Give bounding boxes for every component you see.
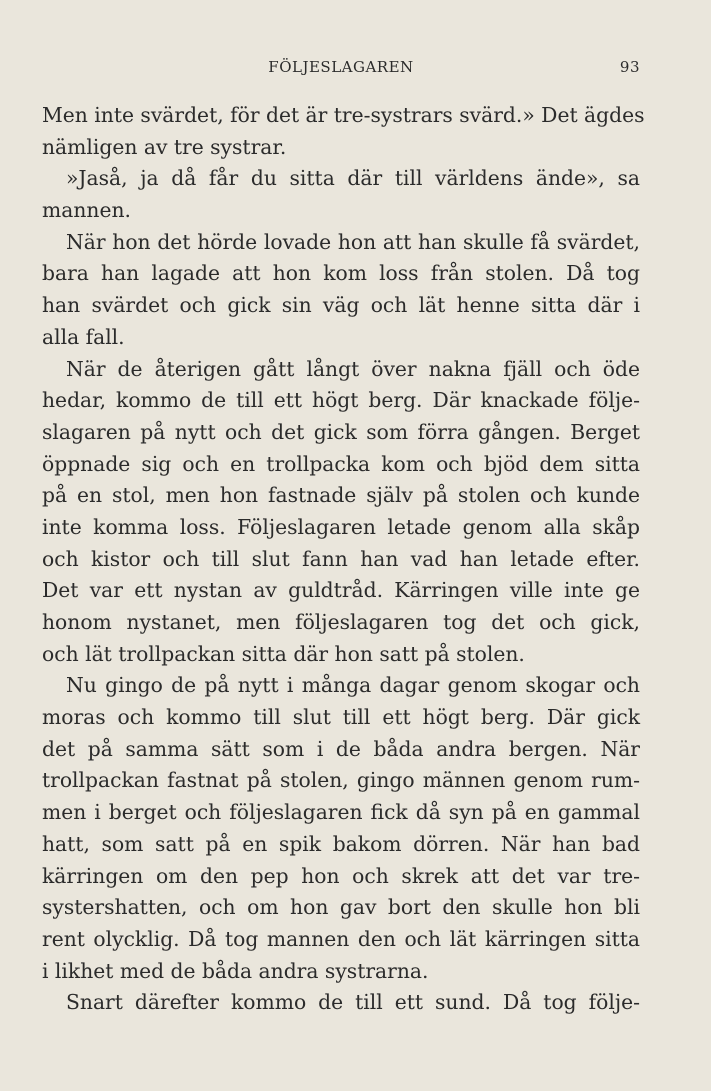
text-line: det på samma sätt som i de båda andra bergen. När <box>42 736 640 761</box>
text-line: Snart därefter kommo de till ett sund. Då tog följe- <box>66 990 640 1015</box>
body-text <box>42 100 645 1019</box>
text-line: på en stol, men hon fastnade själv på stolen och kunde <box>42 483 640 508</box>
text-line: »Jaså, ja då får du sitta där till världens ände», sa <box>66 166 640 191</box>
text-line: När hon det hörde lovade hon att han skulle få svärdet, <box>66 229 640 254</box>
text-line: hedar, kommo de till ett högt berg. Där knackade följe- <box>42 388 640 413</box>
text-line: moras och kommo till slut till ett högt berg. Där gick <box>42 705 640 730</box>
text-line: systershatten, och om hon gav bort den skulle hon bli <box>42 895 640 920</box>
text-line: öppnade sig och en trollpacka kom och bjöd dem sitta <box>42 451 640 476</box>
text-line: mannen. <box>42 198 131 223</box>
text-line: När de återigen gått långt över nakna fjäll och öde <box>66 356 640 381</box>
running-head <box>42 58 640 82</box>
text-line: inte komma loss. Följeslagaren letade genom alla skåp <box>42 514 640 539</box>
text-line: nämligen av tre systrar. <box>42 134 287 159</box>
text-line: honom nystanet, men följeslagaren tog det och gick, <box>42 610 640 634</box>
text-line: hatt, som satt på en spik bakom dörren. När han bad <box>42 831 640 856</box>
text-line: rent olycklig. Då tog mannen den och lät kärringen sitta <box>42 926 640 951</box>
text-line: trollpackan fastnat på stolen, gingo männen genom rum- <box>42 768 640 793</box>
running-title: FÖLJESLAGAREN <box>268 58 414 76</box>
text-line: slagaren på nytt och det gick som förra gången. Berget <box>42 419 640 444</box>
text-line: alla fall. <box>42 324 125 349</box>
text-line: och lät trollpackan sitta där hon satt på stolen. <box>42 641 525 666</box>
text-line: och kistor och till slut fann han vad han letade efter. <box>42 546 640 571</box>
text-line: kärringen om den pep hon och skrek att det var tre- <box>42 863 640 888</box>
text-line: men i berget och följeslagaren fick då syn på en gammal <box>42 800 640 825</box>
page-number: 93 <box>619 58 640 76</box>
text-line: Det var ett nystan av guldtråd. Kärringen ville inte ge <box>42 578 640 603</box>
text-line: bara han lagade att hon kom loss från stolen. Då tog <box>42 261 640 286</box>
text-line: Nu gingo de på nytt i många dagar genom skogar och <box>66 673 640 698</box>
text-line: i likhet med de båda andra systrarna. <box>42 958 429 983</box>
text-line: han svärdet och gick sin väg och lät henne sitta där i <box>42 293 640 318</box>
text-line: Men inte svärdet, för det är tre-systrars svärd.» Det ägdes <box>42 103 645 127</box>
